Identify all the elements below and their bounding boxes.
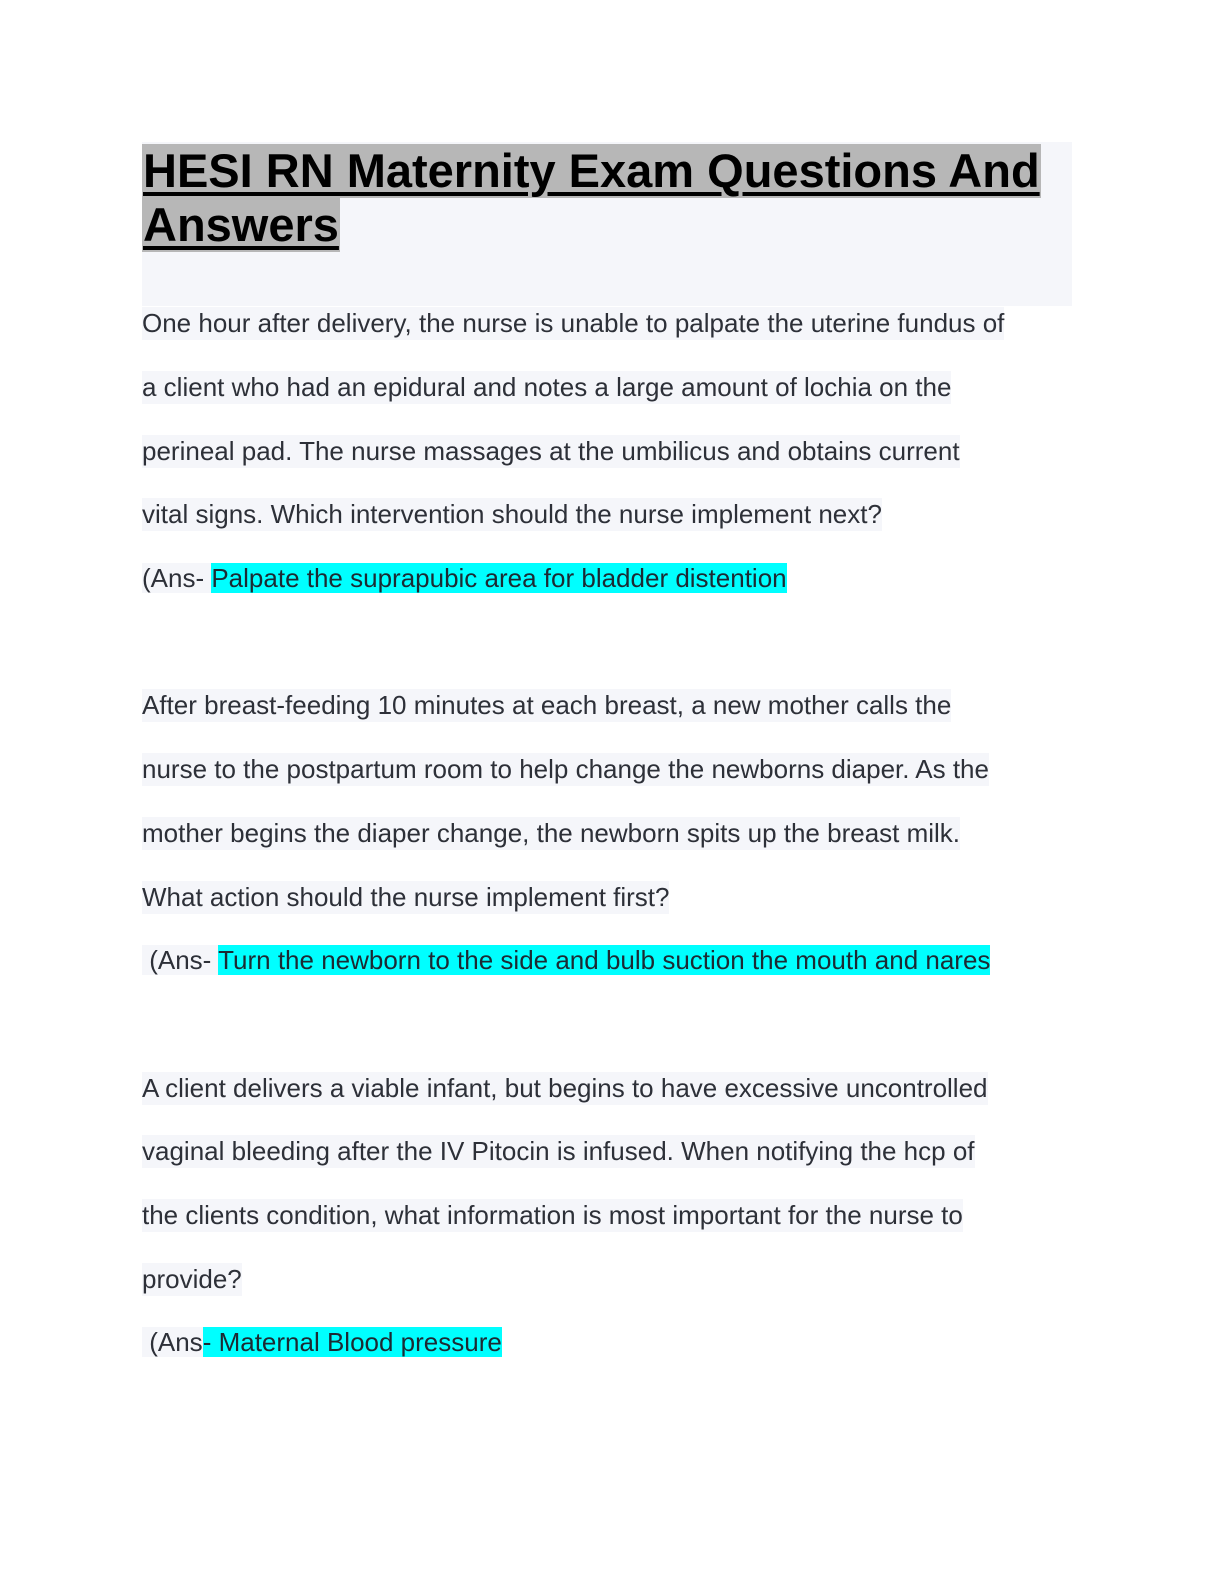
question-2-answer [142,944,990,977]
answer-highlight: Turn the newborn to the side and bulb suction the mouth and nares [218,945,991,975]
question-3-answer [142,1326,502,1359]
question-1-line-3: perineal pad. The nurse massages at the umbilicus and obtains current [142,436,960,466]
question-3-line-4: provide? [142,1264,242,1294]
answer-prefix: (Ans- [142,945,219,975]
question-1-line-2: a client who had an epidural and notes a large amount of lochia on the [142,372,952,402]
question-2-line-3: mother begins the diaper change, the newborn spits up the breast milk. [142,818,961,848]
question-3-line-2: vaginal bleeding after the IV Pitocin is infused. When notifying the hcp of [142,1136,975,1166]
question-2-line-4: What action should the nurse implement first? [142,882,670,912]
answer-prefix: (Ans- [142,563,212,593]
answer-highlight: Palpate the suprapubic area for bladder distention [211,563,787,593]
title-line-1: HESI RN Maternity Exam Questions And [143,144,1040,197]
question-3-line-3: the clients condition, what information is most important for the nurse to [142,1200,963,1230]
question-2-line-2: nurse to the postpartum room to help change the newborns diaper. As the [142,754,989,784]
question-1-line-1: One hour after delivery, the nurse is unable to palpate the uterine fundus of [142,308,1005,338]
answer-prefix: (Ans [142,1327,203,1357]
question-2-line-1: After breast-feeding 10 minutes at each breast, a new mother calls the [142,690,952,720]
question-3-line-1: A client delivers a viable infant, but begins to have excessive uncontrolled [142,1073,988,1103]
document-title [142,142,1072,306]
question-1-line-4: vital signs. Which intervention should the nurse implement next? [142,499,882,529]
answer-highlight: - Maternal Blood pressure [202,1327,502,1357]
question-1-answer [142,562,787,595]
title-line-2: Answers [143,198,339,251]
